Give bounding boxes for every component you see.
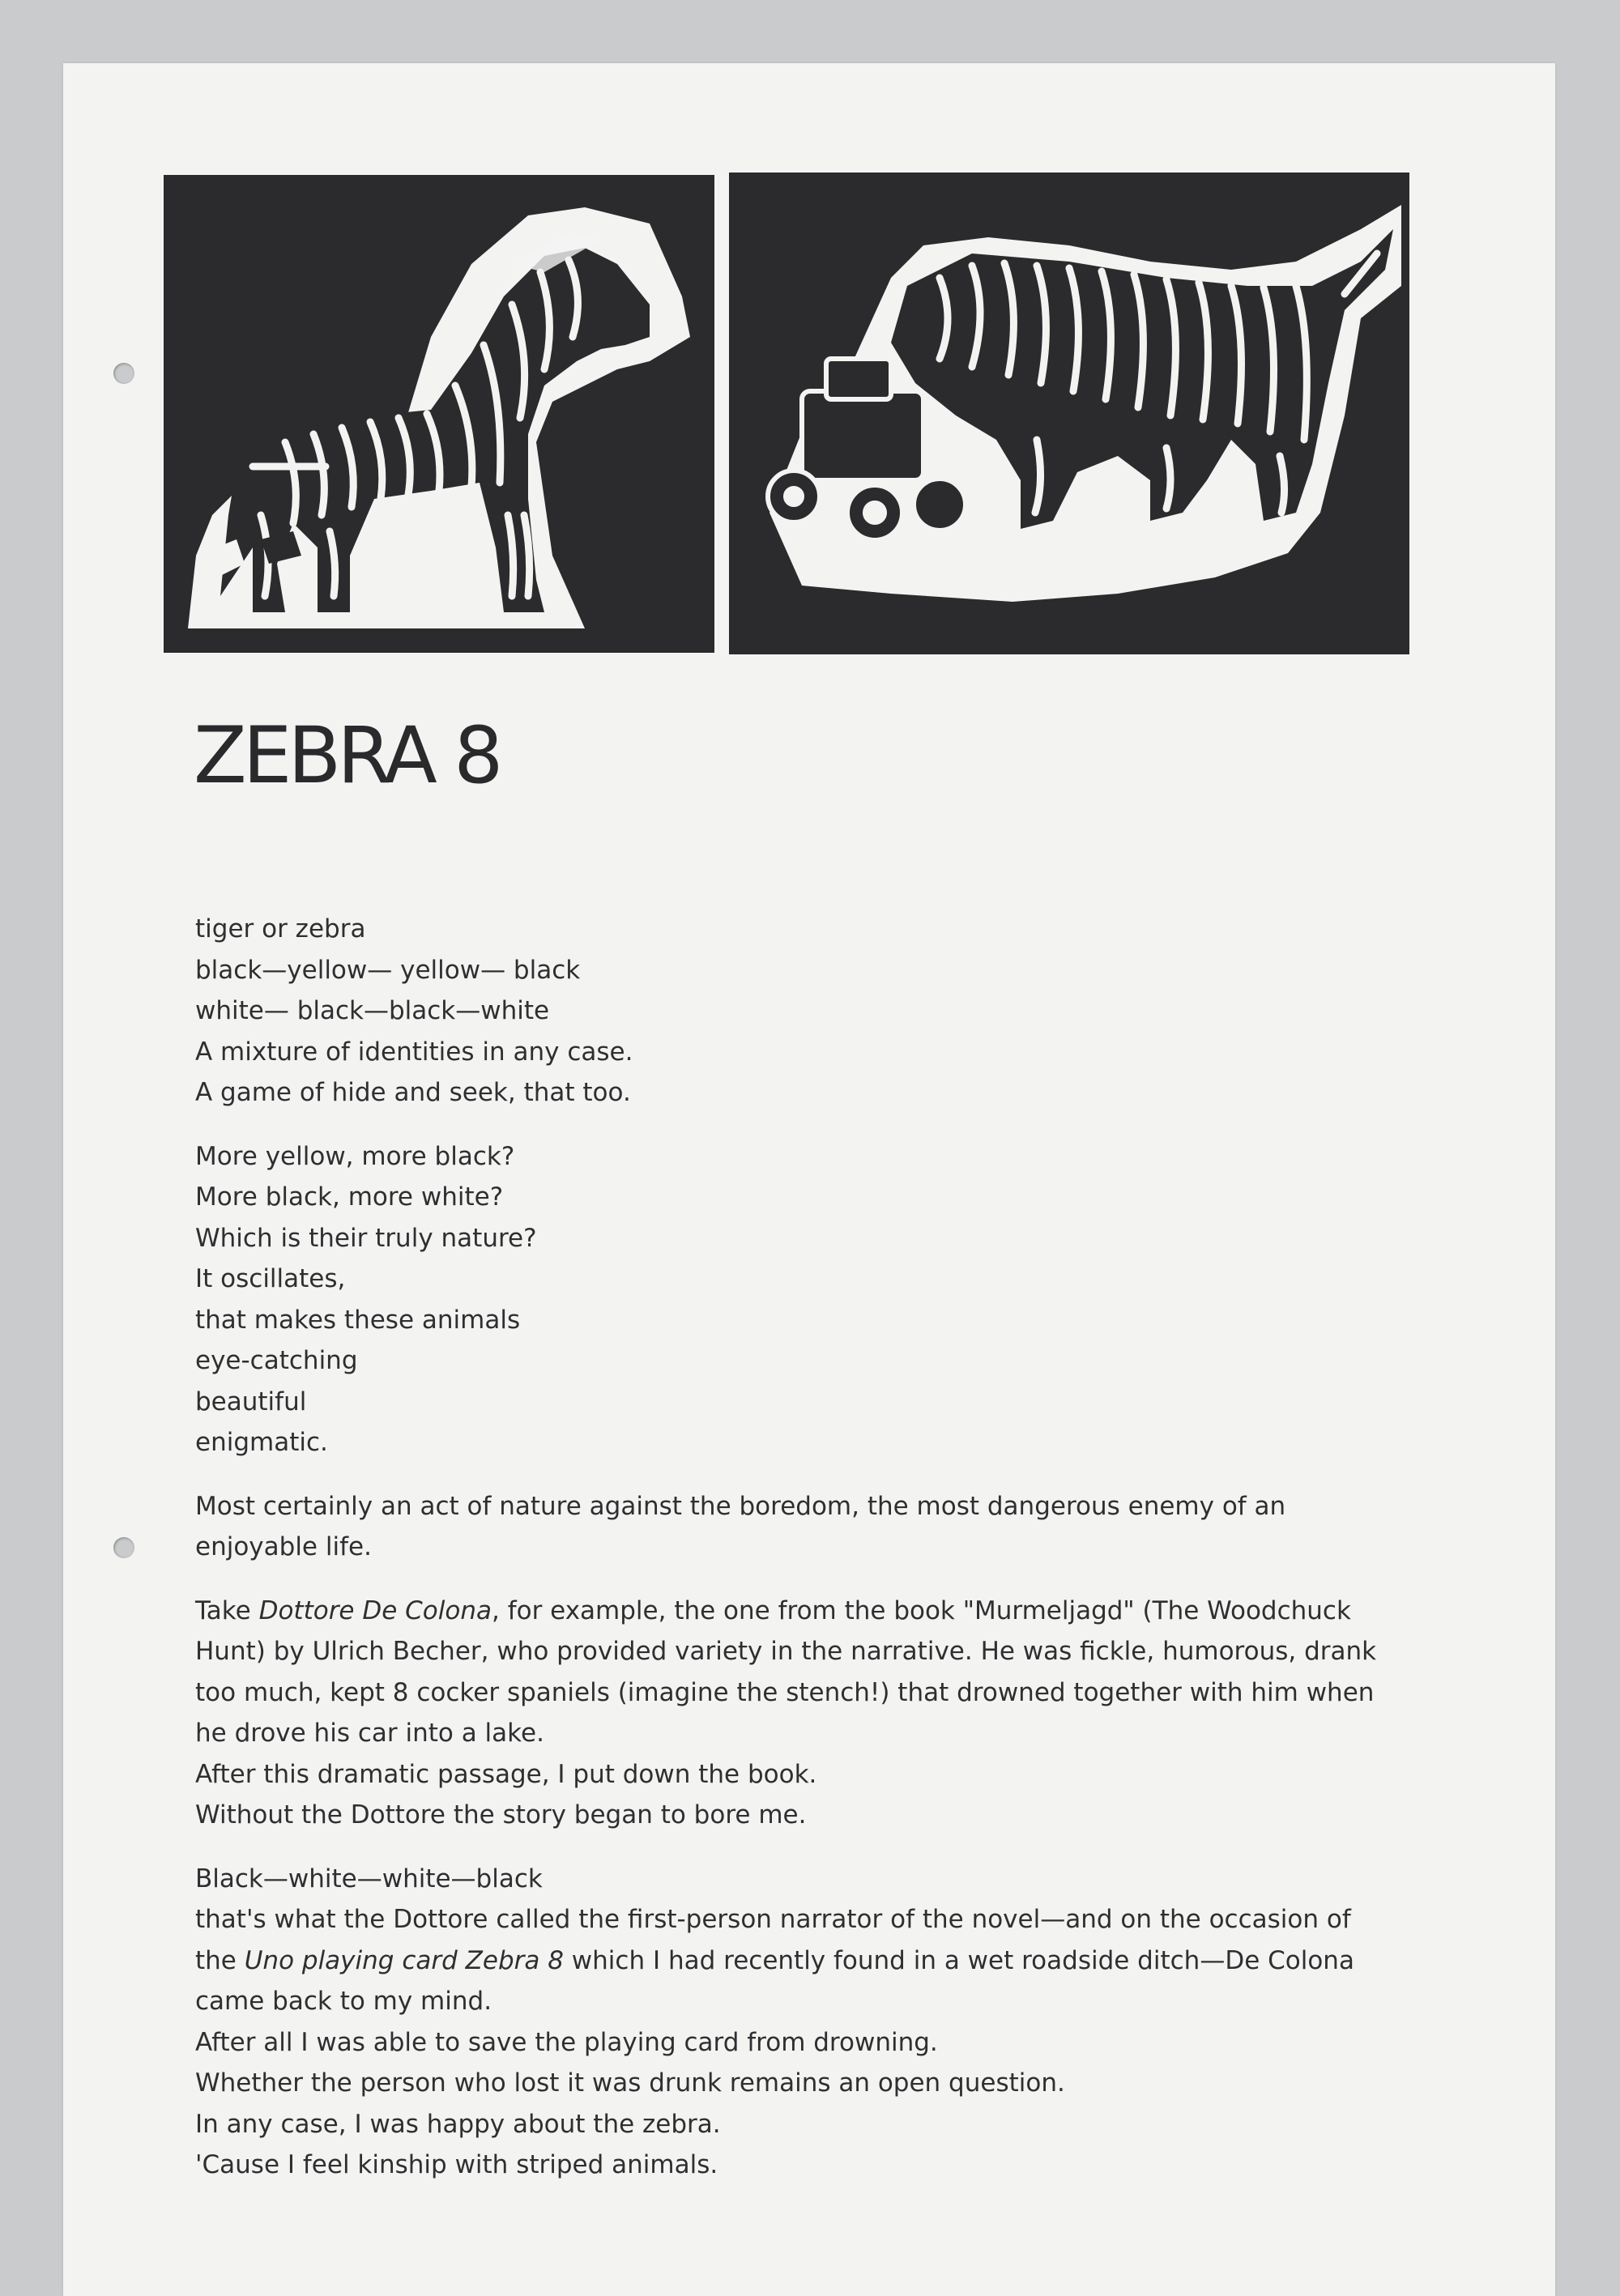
poem-line: After all I was able to save the playing card from drowning. bbox=[195, 2027, 938, 2057]
punch-hole-top bbox=[113, 363, 134, 384]
poem-line: that makes these animals bbox=[195, 1305, 521, 1335]
poem-line: Which is their truly nature? bbox=[195, 1223, 537, 1253]
text-run: , for example, the one from the book "Murmeljagd" (The Woodchuck Hunt) by Ulrich Becher, who provided variety in the narrative. He was fickle, humorous, drank too much, kept 8 cocker spaniels (imagine the stench!) that drowned together with him when he drove his car into a lake. bbox=[195, 1595, 1377, 1748]
stanza-2 bbox=[195, 1136, 1394, 1463]
poem-line: After this dramatic passage, I put down the book. bbox=[195, 1759, 817, 1789]
text-run: which I had recently found in a wet roadside ditch—De Colona came back to my mind. bbox=[195, 1945, 1354, 2016]
poem-line: Whether the person who lost it was drunk remains an open question. bbox=[195, 2068, 1065, 2098]
poem-line: enigmatic. bbox=[195, 1428, 328, 1457]
poem-body bbox=[195, 909, 1394, 2209]
poem-line: Without the Dottore the story began to bore me. bbox=[195, 1800, 807, 1830]
poem-line: It oscillates, bbox=[195, 1264, 346, 1293]
zebra-linocut-image bbox=[164, 175, 714, 653]
poem-line: A mixture of identities in any case. bbox=[195, 1037, 633, 1067]
poem-line: Black—white—white—black bbox=[195, 1864, 543, 1893]
poem-line: eye-catching bbox=[195, 1346, 358, 1375]
poem-line: In any case, I was happy about the zebra. bbox=[195, 2109, 721, 2139]
paragraph-uno-text bbox=[195, 1899, 1394, 2022]
stanza-1 bbox=[195, 909, 1394, 1114]
text-run: that's what the Dottore called the first-person narrator of the novel—and on the occasion of the bbox=[195, 1905, 1351, 1975]
paragraph-dottore bbox=[195, 1591, 1394, 1836]
page-title: ZEBRA 8 bbox=[194, 710, 500, 801]
poem-line: 'Cause I feel kinship with striped animals. bbox=[195, 2150, 718, 2179]
poem-line: tiger or zebra bbox=[195, 914, 366, 944]
poem-line: beautiful bbox=[195, 1387, 307, 1416]
paragraph-dottore-text bbox=[195, 1596, 1376, 1749]
poem-line: white— black—black—white bbox=[195, 996, 550, 1025]
poem-line: black—yellow— yellow— black bbox=[195, 955, 581, 985]
paragraph-uno-card bbox=[195, 1859, 1394, 2186]
punch-hole-bottom bbox=[113, 1537, 134, 1558]
italic-name: Dottore De Colona bbox=[258, 1595, 492, 1625]
italic-card-name: Uno playing card Zebra 8 bbox=[244, 1945, 564, 1975]
tiger-linocut-image bbox=[729, 173, 1409, 654]
poem-line: More black, more white? bbox=[195, 1182, 504, 1212]
poem-line: A game of hide and seek, that too. bbox=[195, 1078, 631, 1107]
paragraph-boredom: Most certainly an act of nature against the boredom, the most dangerous enemy of an enjoyable life. bbox=[195, 1491, 1286, 1561]
text-run: Take bbox=[195, 1595, 259, 1625]
poem-line: More yellow, more black? bbox=[195, 1141, 515, 1171]
